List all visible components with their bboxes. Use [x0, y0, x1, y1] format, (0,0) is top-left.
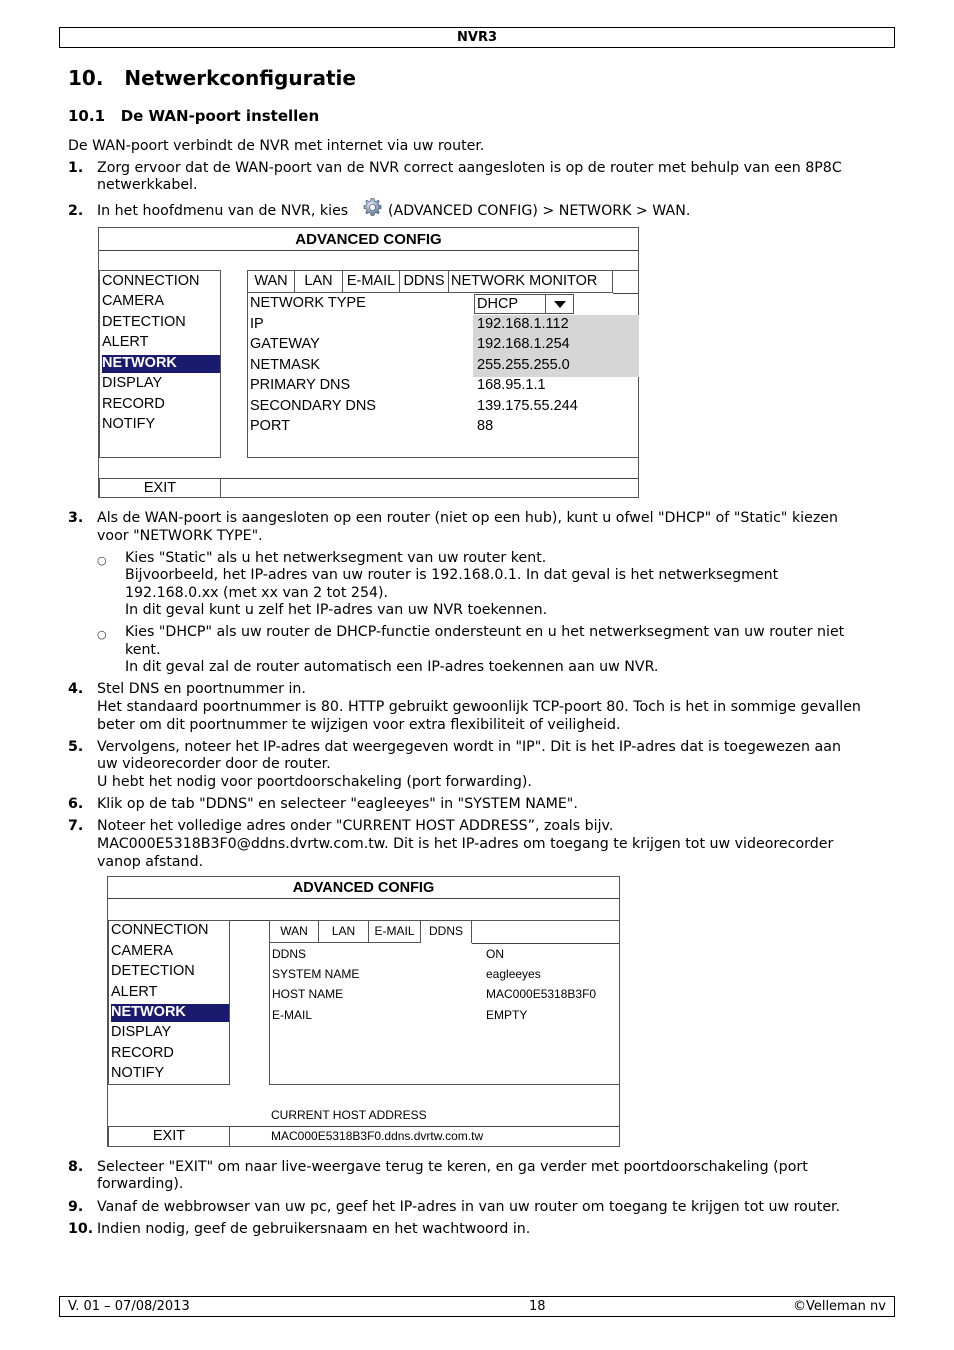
step-text: Indien nodig, geef de gebruikersnaam en het wachtwoord in.	[97, 1221, 531, 1237]
menu-item-network[interactable]: NETWORK	[102, 355, 220, 373]
step-text: Het standaard poortnummer is 80. HTTP gebruikt gewoonlijk TCP-poort 80. Toch is het in sommige gevallen	[97, 699, 861, 715]
exit-button[interactable]: EXIT	[99, 478, 221, 498]
side-menu	[108, 920, 230, 1085]
menu-item-detection[interactable]: DETECTION	[102, 314, 186, 330]
divider	[472, 943, 619, 944]
menu-item-camera[interactable]: CAMERA	[111, 943, 174, 959]
step-text: Vervolgens, noteer het IP-adres dat weergegeven wordt in "IP". Dit is het IP-adres dat is toegewezen aan	[97, 739, 841, 755]
field-label-network-type: NETWORK TYPE	[250, 295, 366, 311]
menu-item-record[interactable]: RECORD	[111, 1045, 174, 1061]
header-title: NVR3	[457, 30, 497, 45]
side-menu	[99, 270, 221, 458]
field-value-ddns[interactable]: ON	[486, 947, 504, 961]
page-header	[59, 27, 895, 48]
intro-text: De WAN-poort verbindt de NVR met internet via uw router.	[68, 138, 485, 154]
screen-title: ADVANCED CONFIG	[295, 231, 442, 248]
step-text: Noteer het volledige adres onder "CURRENT HOST ADDRESS”, zoals bijv.	[97, 818, 614, 834]
menu-item-network[interactable]: NETWORK	[111, 1004, 229, 1022]
step-number: 7.	[68, 818, 84, 834]
step-number: 9.	[68, 1199, 84, 1215]
step-number: 3.	[68, 510, 84, 526]
step-text: uw videorecorder door de router.	[97, 756, 331, 772]
tab-lan[interactable]: LAN	[319, 921, 369, 943]
footer-version: V. 01 – 07/08/2013	[68, 1299, 190, 1314]
field-label-email: E-MAIL	[272, 1008, 313, 1022]
section-title: Netwerkconfiguratie	[124, 66, 356, 90]
field-value-secondary-dns[interactable]: 139.175.55.244	[477, 398, 578, 414]
field-value-ip[interactable]: 192.168.1.112	[477, 316, 569, 332]
subsection-heading	[68, 107, 319, 125]
tab-lan[interactable]: LAN	[295, 271, 343, 293]
bullet-circle-icon: ○	[97, 554, 107, 567]
exit-button[interactable]: EXIT	[108, 1126, 230, 1147]
divider	[613, 293, 638, 294]
field-label-system-name: SYSTEM NAME	[272, 967, 360, 981]
menu-item-alert[interactable]: ALERT	[102, 334, 149, 350]
step-number: 2.	[68, 203, 84, 219]
tab-email[interactable]: E-MAIL	[343, 271, 400, 293]
tab-wan[interactable]: WAN	[270, 921, 319, 943]
field-label-secondary-dns: SECONDARY DNS	[250, 398, 376, 414]
tab-ddns[interactable]: DDNS	[400, 271, 449, 293]
tab-email[interactable]: E-MAIL	[369, 921, 421, 943]
tab-wan[interactable]: WAN	[248, 271, 295, 293]
step-text: Vanaf de webbrowser van uw pc, geef het IP-adres in van uw router om toegang te krijgen tot uw router.	[97, 1199, 841, 1215]
field-label-primary-dns: PRIMARY DNS	[250, 377, 351, 393]
section-heading	[68, 66, 356, 90]
section-number: 10.	[68, 66, 104, 90]
step-number: 10.	[68, 1221, 94, 1237]
network-panel	[247, 270, 639, 458]
step-text: Zorg ervoor dat de WAN-poort van de NVR correct aangesloten is op de router met behulp van een 8P8C	[97, 160, 842, 176]
menu-item-notify[interactable]: NOTIFY	[111, 1065, 165, 1081]
bullet-text: 192.168.0.xx (met xx van 2 tot 254).	[125, 585, 389, 601]
field-value-primary-dns[interactable]: 168.95.1.1	[477, 377, 546, 393]
bullet-text: kent.	[125, 642, 161, 658]
footer-page-number: 18	[529, 1299, 546, 1314]
tab-ddns[interactable]: DDNS	[421, 921, 472, 943]
field-value-netmask[interactable]: 255.255.255.0	[477, 357, 570, 373]
menu-item-record[interactable]: RECORD	[102, 396, 165, 412]
advanced-config-ddns-screenshot	[107, 876, 620, 1147]
step-text: beter om dit poortnummer te wijzigen voor extra flexibiliteit of veiligheid.	[97, 717, 621, 733]
step-text: netwerkkabel.	[97, 177, 198, 193]
step-text: (ADVANCED CONFIG) > NETWORK > WAN.	[388, 203, 691, 219]
step-text: U hebt het nodig voor poortdoorschakeling (port forwarding).	[97, 774, 532, 790]
bullet-text: Kies "Static" als u het netwerksegment van uw router kent.	[125, 550, 547, 566]
step-number: 8.	[68, 1159, 84, 1175]
step-number: 6.	[68, 796, 84, 812]
step-number: 4.	[68, 681, 84, 697]
field-value-port[interactable]: 88	[477, 418, 494, 434]
menu-item-camera[interactable]: CAMERA	[102, 293, 165, 309]
field-value-system-name[interactable]: eagleeyes	[486, 967, 541, 981]
bullet-text: Bijvoorbeeld, het IP-adres van uw router is 192.168.0.1. In dat geval is het netwerksegment	[125, 567, 779, 583]
step-text: Klik op de tab "DDNS" en selecteer "eagleeyes" in "SYSTEM NAME".	[97, 796, 578, 812]
field-label-ip: IP	[250, 316, 264, 332]
network-panel	[269, 920, 620, 1085]
tab-network-monitor[interactable]: NETWORK MONITOR	[449, 271, 613, 293]
divider	[99, 250, 638, 251]
bullet-text: Kies "DHCP" als uw router de DHCP-functie ondersteunt en u het netwerksegment van uw router niet	[125, 624, 845, 640]
step-text: Als de WAN-poort is aangesloten op een router (niet op een hub), kunt u ofwel "DHCP" of "Static" kiezen	[97, 510, 838, 526]
subsection-number: 10.1	[68, 107, 106, 125]
advanced-config-wan-screenshot	[98, 227, 639, 498]
current-host-address-label: CURRENT HOST ADDRESS	[271, 1108, 427, 1122]
menu-item-display[interactable]: DISPLAY	[102, 375, 163, 391]
step-text: In het hoofdmenu van de NVR, kies	[97, 203, 349, 219]
menu-item-detection[interactable]: DETECTION	[111, 963, 195, 979]
menu-item-connection[interactable]: CONNECTION	[102, 273, 200, 289]
menu-item-display[interactable]: DISPLAY	[111, 1024, 172, 1040]
divider	[545, 295, 546, 313]
subsection-title: De WAN-poort instellen	[120, 107, 320, 125]
step-text: MAC000E5318B3F0@ddns.dvrtw.com.tw. Dit is het IP-adres om toegang te krijgen tot uw videorecorder	[97, 836, 834, 852]
step-text: vanop afstand.	[97, 854, 204, 870]
page-footer	[59, 1296, 895, 1317]
menu-item-connection[interactable]: CONNECTION	[111, 922, 209, 938]
field-value-host-name[interactable]: MAC000E5318B3F0	[486, 987, 597, 1001]
screen-title: ADVANCED CONFIG	[292, 880, 435, 896]
bullet-circle-icon: ○	[97, 628, 107, 641]
step-text: Stel DNS en poortnummer in.	[97, 681, 306, 697]
field-label-netmask: NETMASK	[250, 357, 321, 373]
field-label-ddns: DDNS	[272, 947, 307, 961]
step-text: forwarding).	[97, 1176, 184, 1192]
divider	[108, 898, 619, 899]
gear-icon	[362, 197, 383, 218]
menu-item-notify[interactable]: NOTIFY	[102, 416, 156, 432]
field-value-email[interactable]: EMPTY	[486, 1008, 528, 1022]
step-number: 5.	[68, 739, 84, 755]
field-value-gateway[interactable]: 192.168.1.254	[477, 336, 570, 352]
step-text: Selecteer "EXIT" om naar live-weergave terug te keren, en ga verder met poortdoorschakeling (port	[97, 1159, 808, 1175]
field-label-port: PORT	[250, 418, 291, 434]
field-label-host-name: HOST NAME	[272, 987, 344, 1001]
menu-item-alert[interactable]: ALERT	[111, 984, 158, 1000]
bullet-text: In dit geval zal de router automatisch een IP-adres toekennen aan uw NVR.	[125, 659, 659, 675]
network-type-value: DHCP	[477, 296, 519, 312]
bullet-text: In dit geval kunt u zelf het IP-adres van uw NVR toekennen.	[125, 602, 548, 618]
current-host-address-value: MAC000E5318B3F0.ddns.dvrtw.com.tw	[271, 1129, 484, 1143]
network-type-select[interactable]	[474, 294, 574, 314]
footer-copyright: ©Velleman nv	[792, 1299, 886, 1314]
step-number: 1.	[68, 160, 84, 176]
triangle-down-icon	[553, 300, 567, 309]
field-label-gateway: GATEWAY	[250, 336, 320, 352]
step-text: voor "NETWORK TYPE".	[97, 528, 263, 544]
